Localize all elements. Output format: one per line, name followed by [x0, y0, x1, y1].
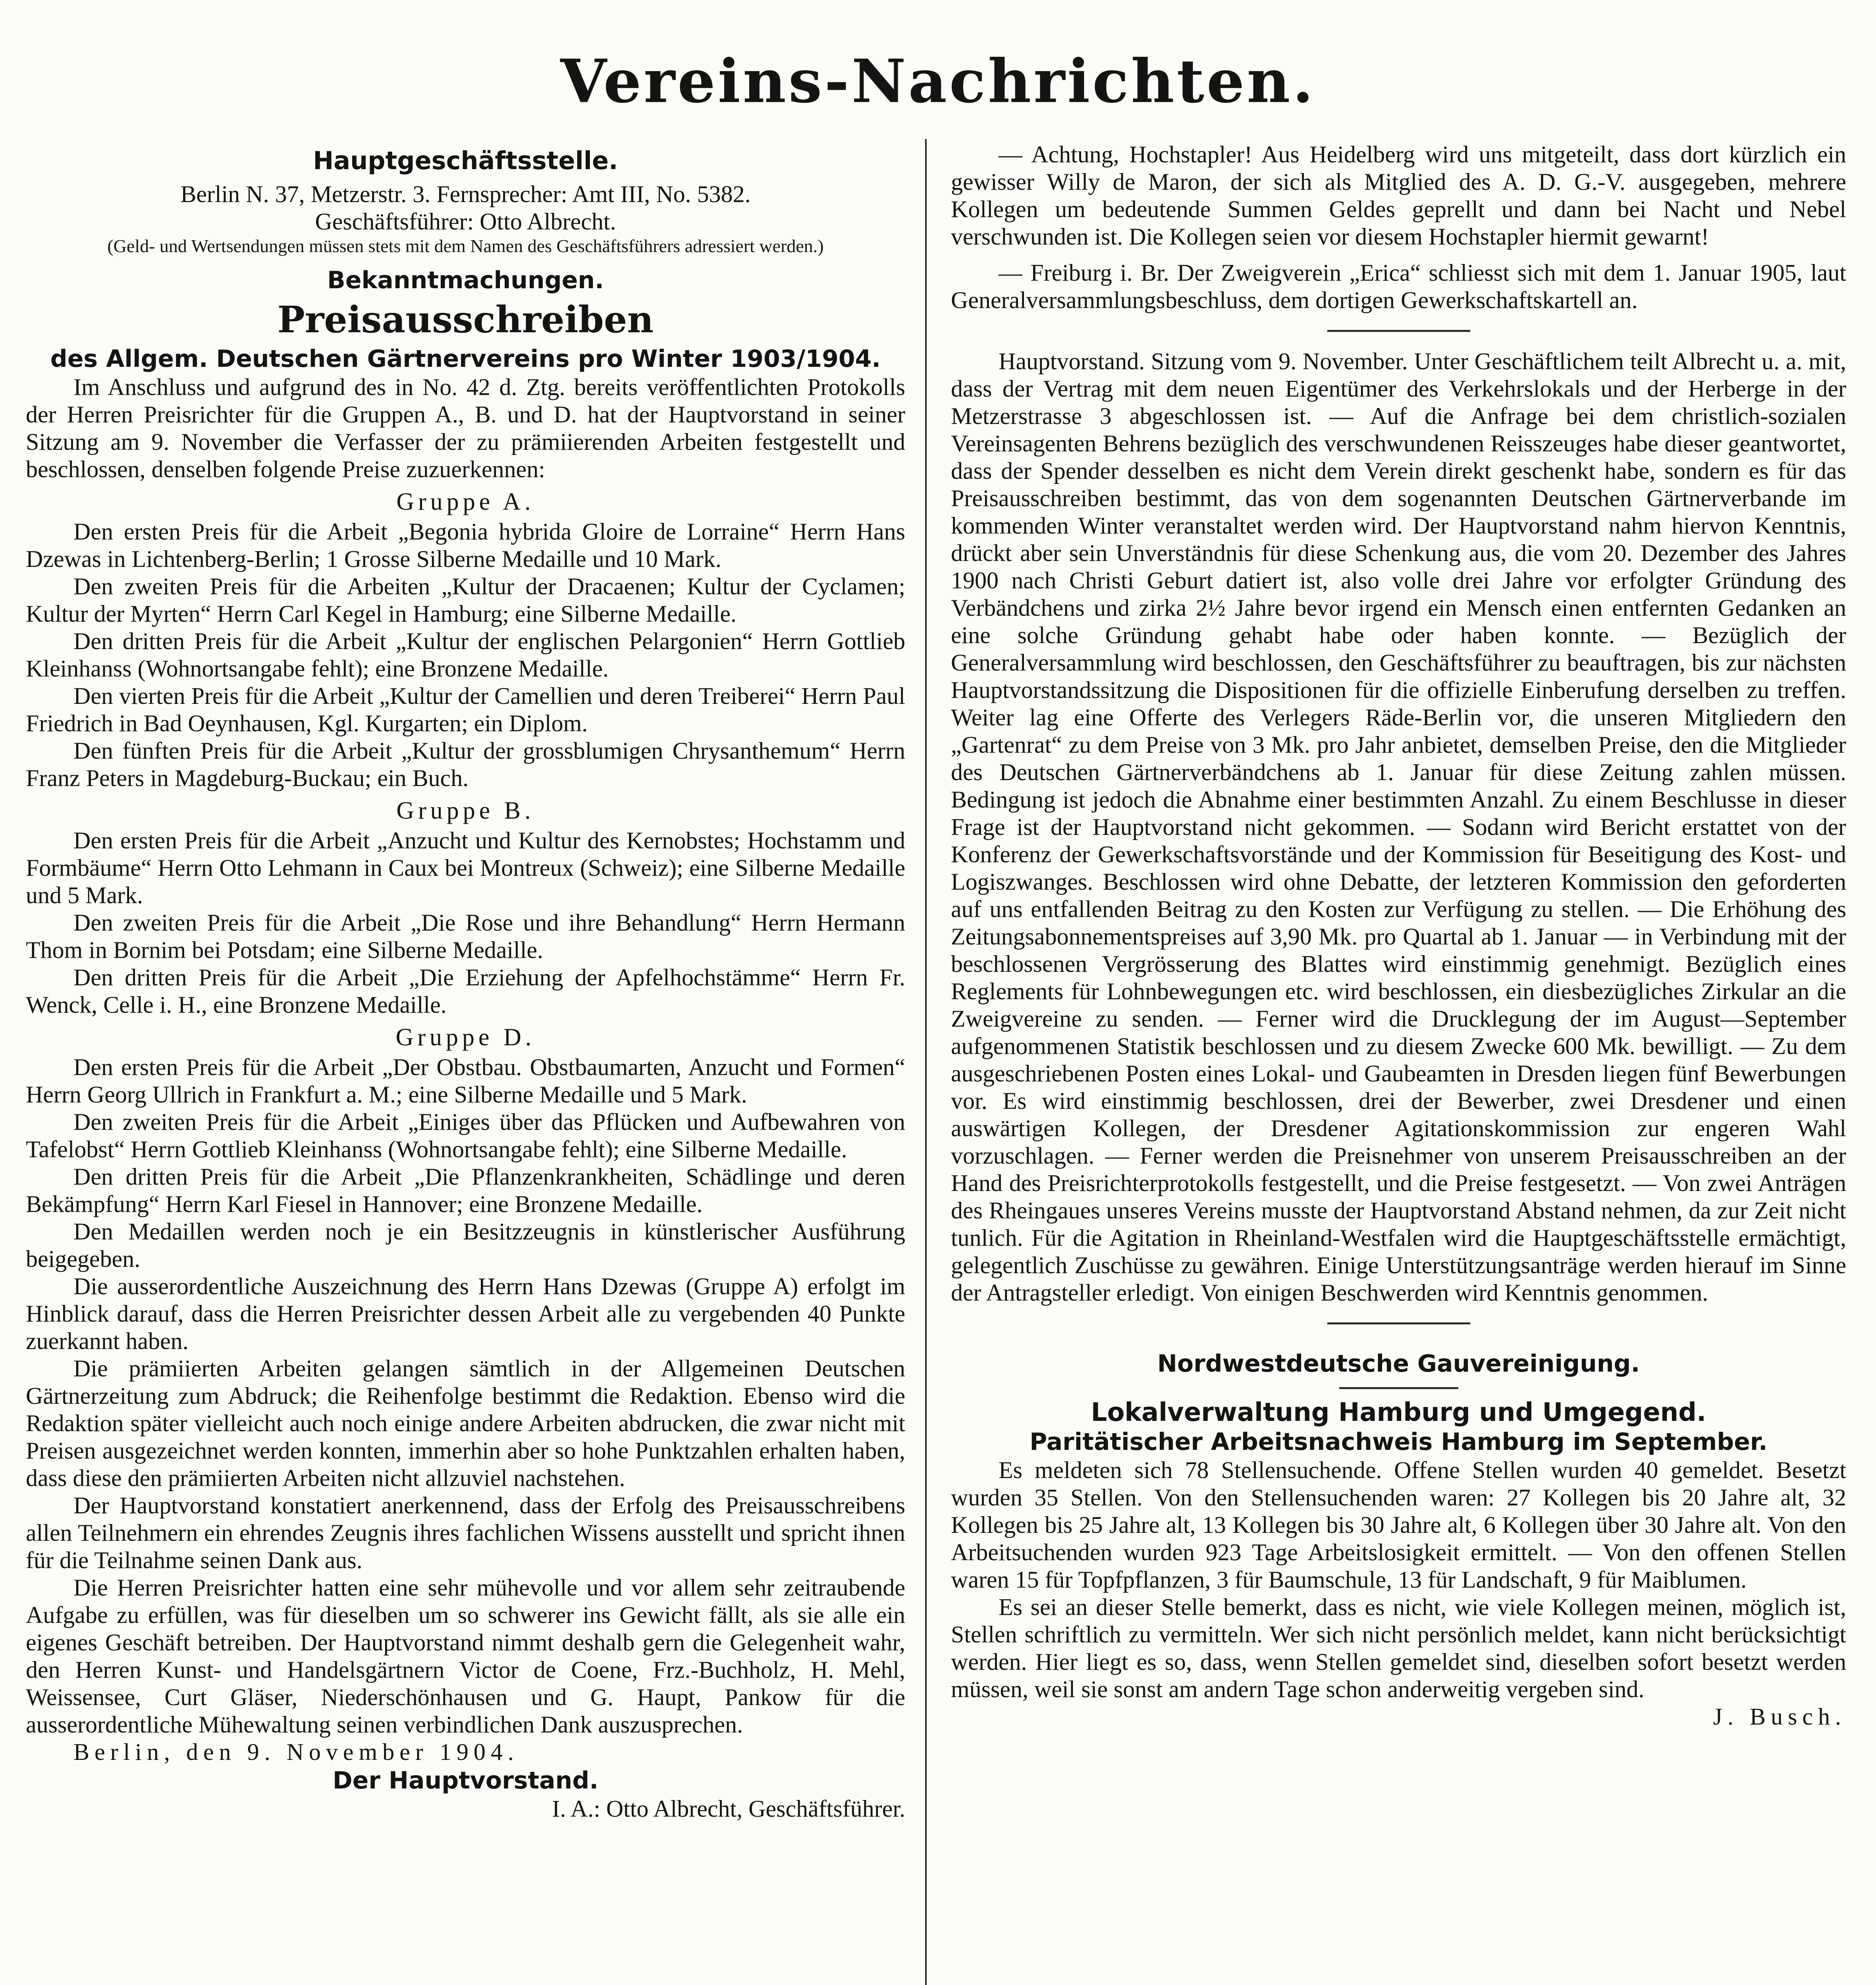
office-note: (Geld- und Wertsendungen müssen stets mit dem Namen des Geschäftsführers adressiert werden.)	[107, 236, 824, 256]
judges-paragraph: Die Herren Preisrichter hatten eine sehr mühevolle und vor allem sehr zeitraubende Aufgabe zu erfüllen, was für dieselben um so schwerer ins Gewicht fällt, als sie alle ein eigenes Geschäft betreiben. Der Hauptvorstand nimmt deshalb gern die Gelegenheit wahr, den Herren Kunst- und Handelsgärtnern Victor de Coene, Frz.-Buchholz, H. Mehl, Weissensee, Curt Gläser, Niederschönhausen und G. Haupt, Pankow für die ausserordentliche Mühewaltung seinen verbindlichen Dank auszusprechen.	[26, 1575, 905, 1738]
group-a-prize-3: Den dritten Preis für die Arbeit „Kultur der englischen Pelargonien“ Herrn Gottlieb Kleinhanss (Wohnortsangabe fehlt); eine Bronzene Medaille.	[26, 628, 905, 682]
fraud-warning: — Achtung, Hochstapler! Aus Heidelberg wird uns mitgeteilt, dass dort kürzlich ein gewisser Willy de Maron, der sich als Mitglied des A. D. G.-V. ausgegeben, mehrere Kollegen um bedeutende Summen Geldes geprellt und dann bei Nacht und Nebel verschwunden ist. Die Kollegen seien vor diesem Hochstapler hiermit gewarnt!	[951, 141, 1846, 250]
print-paragraph: Die prämiierten Arbeiten gelangen sämtlich in der Allgemeinen Deutschen Gärtnerzeitung zum Abdruck; die Reihenfolge bestimmt die Redaktion. Ebenso wird die Redaktion später vielleicht auch noch einige andere Arbeiten abdrucken, die zwar nicht mit Preisen ausgezeichnet werden konnten, immerhin aber so hohe Punktzahlen erhalten haben, dass diese den prämiierten Arbeiten nicht allzuviel nachstehen.	[26, 1355, 905, 1491]
prize-intro: Im Anschluss und aufgrund des in No. 42 d. Ztg. bereits veröffentlichten Protokolls der Herren Preisrichter für die Gruppen A., B. und D. hat der Hauptvorstand in seiner Sitzung am 9. November die Verfasser der zu prämiierenden Arbeiten festgestellt und beschlossen, denselben folgende Preise zuzuerkennen:	[26, 374, 905, 482]
group-d-prize-3: Den dritten Preis für die Arbeit „Die Pflanzenkrankheiten, Schädlinge und deren Bekämpfung“ Herrn Karl Fiesel in Hannover; eine Bronzene Medaille.	[26, 1164, 905, 1217]
group-a-prize-5: Den fünften Preis für die Arbeit „Kultur der grossblumigen Chrysanthemum“ Herrn Franz Peters in Magdeburg-Buckau; ein Buch.	[26, 738, 905, 791]
office-title: Hauptgeschäftsstelle.	[313, 146, 618, 175]
medals-paragraph: Den Medaillen werden noch je ein Besitzzeugnis in künstlerischer Ausführung beigegeben.	[26, 1218, 905, 1272]
masthead: Vereins-Nachrichten.	[560, 46, 1316, 116]
prize-title: Preisausschreiben	[277, 298, 654, 341]
prize-subtitle: des Allgem. Deutschen Gärtnervereins pro Winter 1903/1904.	[50, 345, 881, 373]
left-column	[26, 141, 905, 1985]
board-meeting-report: Hauptvorstand. Sitzung vom 9. November. Unter Geschäftlichem teilt Albrecht u. a. mit, dass der Vertrag mit dem neuen Eigentümer des Verkehrslokals und der Herberge in der Metzerstrasse 3 abgeschlossen ist. — Auf die Anfrage bei dem christlich-sozialen Vereinsagenten Behrens bezüglich des verschwundenen Reisszeuges habe dieser geantwortet, dass der Spender desselben es nicht dem Verein direkt geschenkt habe, sondern es für das Preisausschreiben bestimmt, das von dem sogenannten Deutschen Gärtnerverbande im kommenden Winter veranstaltet werden wird. Der Hauptvorstand nahm hiervon Kenntnis, drückt aber sein Unverständnis für diese Schenkung aus, die vom 20. Dezember des Jahres 1900 nach Christi Geburt datiert ist, also volle drei Jahre vor erfolgter Gründung des Verbändchens und zirka 2½ Jahre bevor irgend ein Mensch einen entfernten Gedanken an eine solche Gründung gehabt habe oder haben konnte. — Bezüglich der Generalversammlung wird beschlossen, den Geschäftsführer zu beauftragen, bis zur nächsten Hauptvorstandssitzung die Dispositionen für die offizielle Einberufung derselben zu treffen. Weiter lag eine Offerte des Verlegers Räde-Berlin vor, die unseren Mitgliedern den „Gartenrat“ zu dem Preise von 3 Mk. pro Jahr anbietet, demselben Preise, den die Mitglieder des Deutschen Gärtnerverbändchens ab 1. Januar für diese Zeitung zahlen müssen. Bedingung ist jedoch die Abnahme einer bestimmten Anzahl. Zu einem Beschlusse in dieser Frage ist der Hauptvorstand nicht gekommen. — Sodann wird Bericht erstattet von der Konferenz der Gewerkschaftsvorstände und der Kommission für Beseitigung des Kost- und Logiszwanges. Beschlossen wird ohne Debatte, der letzteren Kommission den geforderten auf uns entfallenden Beitrag zu den Kosten zur Verfügung zu stellen. — Die Erhöhung des Zeitungsabonnementspreises auf 3,90 Mk. pro Quartal ab 1. Januar — in Verbindung mit der beschlossenen Vergrösserung des Blattes wird einstimmig genehmigt. Bezüglich eines Reglements für Lohnbewegungen etc. wird beschlossen, ein diesbezügliches Zirkular an die Zweigvereine zu senden. — Ferner wird die Drucklegung der im August—September aufgenommenen Statistik beschlossen und zu diesem Zwecke 600 Mk. bewilligt. — Zu dem ausgeschriebenen Posten eines Lokal- und Gaubeamten in Dresden liegen fünf Bewerbungen vor. Es wird einstimmig beschlossen, drei der Bewerber, zwei Dresdener und einen auswärtigen Kollegen, der Dresdener Agitationskommission zur engeren Wahl vorzuschlagen. — Ferner werden die Preisnehmer von unserem Preisausschreiben an der Hand des Preisrichterprotokolls festgestellt, und die Preise festgesetzt. — Von zwei Anträgen des Rheingaues unseres Vereins musste der Hauptvorstand Abstand nehmen, da zur Zeit nicht tunlich. Für die Agitation in Rheinland-Westfalen wird die Hauptgeschäftsstelle ermächtigt, gelegentlich Zuschüsse zu gewähren. Einige Unterstützungsanträge werden hierauf im Sinne der Antragsteller erledigt. Von einigen Beschwerden wird Kenntnis genommen.	[951, 348, 1846, 1306]
group-a-prize-4: Den vierten Preis für die Arbeit „Kultur der Camellien und deren Treiberei“ Herrn Paul Friedrich in Bad Oeynhausen, Kgl. Kurgarten; ein Diplom.	[26, 683, 905, 736]
group-a-heading: Gruppe A.	[396, 488, 535, 515]
section-divider	[1327, 330, 1470, 332]
exchange-statistics: Es meldeten sich 78 Stellensuchende. Offene Stellen wurden 40 gemeldet. Besetzt wurden 35 Stellen. Von den Stellensuchenden waren: 27 Kollegen bis 20 Jahre alt, 32 Kollegen bis 25 Jahre alt, 13 Kollegen bis 30 Jahre alt, 6 Kollegen über 30 Jahre alt. Von den Arbeitsuchenden wurden 923 Tage Arbeitslosigkeit ermittelt. — Von den offenen Stellen waren 15 für Topfpflanzen, 3 für Baumschule, 13 für Landschaft, 9 für Maiblumen.	[951, 1457, 1846, 1593]
exchange-signature: J. Busch.	[1713, 1704, 1846, 1730]
union-title: Nordwestdeutsche Gauvereinigung.	[1157, 1350, 1640, 1378]
dzewas-paragraph: Die ausserordentliche Auszeichnung des Herrn Hans Dzewas (Gruppe A) erfolgt im Hinblick darauf, dass die Herren Preisrichter dessen Arbeit alle zu vergebenden 40 Punkte zuerkannt haben.	[26, 1273, 905, 1354]
group-d-prize-2: Den zweiten Preis für die Arbeit „Einiges über das Pflücken und Aufbewahren von Tafelobst“ Herrn Gottlieb Kleinhanss (Wohnortsangabe fehlt); eine Silberne Medaille.	[26, 1109, 905, 1162]
announcements-heading: Bekanntmachungen.	[327, 266, 604, 294]
local-title: Lokalverwaltung Hamburg und Umgegend.	[1091, 1398, 1706, 1427]
section-divider	[1327, 1322, 1470, 1324]
dateline: Berlin, den 9. November 1904.	[73, 1739, 519, 1765]
exchange-title: Paritätischer Arbeitsnachweis Hamburg im September.	[1030, 1428, 1768, 1456]
group-b-prize-3: Den dritten Preis für die Arbeit „Die Erziehung der Apfelhochstämme“ Herrn Fr. Wenck, Celle i. H., eine Bronzene Medaille.	[26, 964, 905, 1018]
right-column	[951, 141, 1846, 1985]
thanks-paragraph: Der Hauptvorstand konstatiert anerkennend, dass der Erfolg des Preisausschreibens allen Teilnehmern ein ehrendes Zeugnis ihres fachlichen Wissens ausstellt und spricht ihnen für die Teilnahme seinen Dank aus.	[26, 1492, 905, 1573]
group-b-prize-1: Den ersten Preis für die Arbeit „Anzucht und Kultur des Kernobstes; Hochstamm und Formbäume“ Herrn Otto Lehmann in Caux bei Montreux (Schweiz); eine Silberne Medaille und 5 Mark.	[26, 827, 905, 908]
group-a-prize-2: Den zweiten Preis für die Arbeiten „Kultur der Dracaenen; Kultur der Cyclamen; Kultur der Myrten“ Herrn Carl Kegel in Hamburg; eine Silberne Medaille.	[26, 573, 905, 627]
column-rule	[925, 139, 927, 1985]
group-b-prize-2: Den zweiten Preis für die Arbeit „Die Rose und ihre Behandlung“ Herrn Hermann Thom in Bornim bei Potsdam; eine Silberne Medaille.	[26, 910, 905, 963]
freiburg-notice: — Freiburg i. Br. Der Zweigverein „Erica“ schliesst sich mit dem 1. Januar 1905, laut Generalversammlungsbeschluss, dem dortigen Gewerkschaftskartell an.	[951, 260, 1846, 313]
title-divider	[1339, 1387, 1458, 1389]
office-manager: Geschäftsführer: Otto Albrecht.	[315, 208, 616, 235]
signature-name: I. A.: Otto Albrecht, Geschäftsführer.	[552, 1796, 905, 1822]
signature-board: Der Hauptvorstand.	[332, 1767, 599, 1794]
office-address: Berlin N. 37, Metzerstr. 3. Fernsprecher: Amt III, No. 5382.	[180, 181, 751, 207]
group-a-prize-1: Den ersten Preis für die Arbeit „Begonia hybrida Gloire de Lorraine“ Herrn Hans Dzewas in Lichtenberg-Berlin; 1 Grosse Silberne Medaille und 10 Mark.	[26, 518, 905, 572]
group-d-heading: Gruppe D.	[395, 1024, 536, 1051]
exchange-note: Es sei an dieser Stelle bemerkt, dass es nicht, wie viele Kollegen meinen, möglich ist, Stellen schriftlich zu vermitteln. Wer sich nicht persönlich meldet, kann nicht berücksichtigt werden. Hier liegt es so, dass, wenn Stellen gemeldet sind, dieselben sofort besetzt werden müssen, weil sie sonst am andern Tage schon anderweitig vergeben sind.	[951, 1594, 1846, 1702]
group-b-heading: Gruppe B.	[396, 797, 535, 824]
group-d-prize-1: Den ersten Preis für die Arbeit „Der Obstbau. Obstbaumarten, Anzucht und Formen“ Herrn Georg Ullrich in Frankfurt a. M.; eine Silberne Medaille und 5 Mark.	[26, 1054, 905, 1108]
